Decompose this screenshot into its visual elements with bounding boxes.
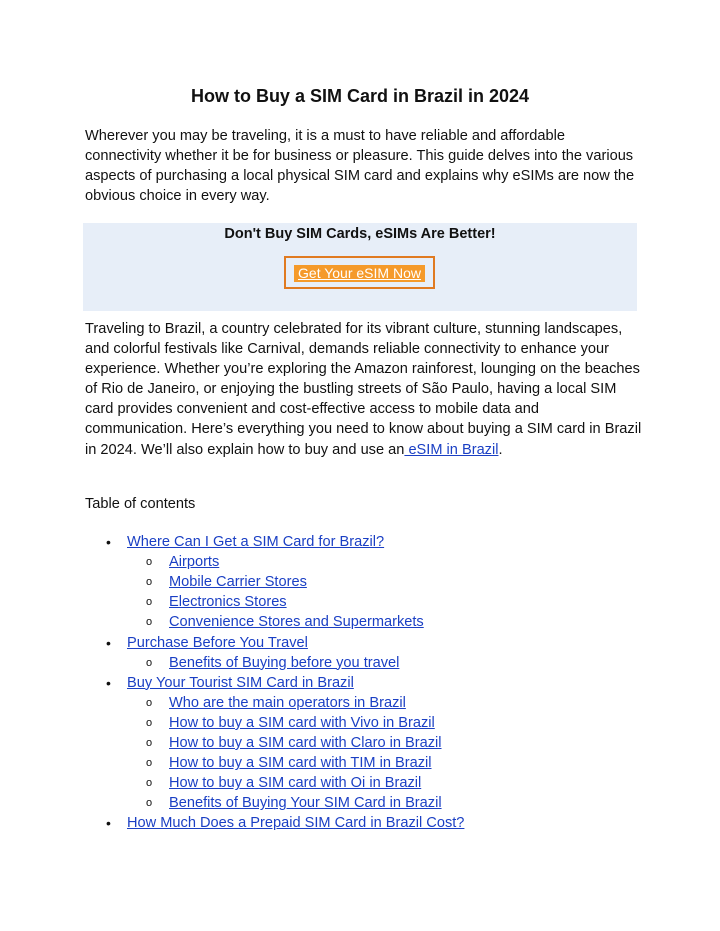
toc-link[interactable]: Purchase Before You Travel (127, 634, 308, 651)
toc-item (146, 552, 220, 572)
circle-bullet-icon: o (146, 757, 153, 770)
toc-title: Table of contents (85, 496, 196, 512)
cta-frame (284, 256, 435, 289)
circle-bullet-icon: o (146, 616, 153, 629)
esim-brazil-link[interactable]: eSIM in Brazil (404, 441, 499, 458)
circle-bullet-icon: o (146, 596, 153, 609)
toc-link[interactable]: How Much Does a Prepaid SIM Card in Brazil Cost? (127, 815, 465, 832)
circle-bullet-icon: o (146, 696, 153, 709)
toc-link[interactable]: How to buy a SIM card with Claro in Brazil (169, 735, 442, 751)
toc-link[interactable]: Mobile Carrier Stores (169, 574, 307, 591)
toc-link[interactable]: Benefits of Buying Your SIM Card in Brazil (169, 795, 442, 812)
toc-item (146, 572, 307, 592)
toc-link[interactable]: Buy Your Tourist SIM Card in Brazil (127, 674, 354, 691)
toc-item (146, 793, 442, 813)
toc-item (146, 653, 400, 673)
bullet-icon: • (106, 674, 111, 691)
body-paragraph (85, 319, 645, 460)
circle-bullet-icon: o (146, 556, 153, 569)
body-end: . (498, 441, 503, 458)
toc-item (106, 673, 354, 693)
toc-item (146, 592, 287, 612)
toc-item (146, 773, 422, 793)
circle-bullet-icon: o (146, 737, 153, 749)
esim-promo-banner (83, 223, 637, 311)
toc-link[interactable]: Airports (169, 554, 220, 571)
toc-link[interactable]: Convenience Stores and Supermarkets (169, 614, 424, 631)
toc-item (106, 633, 308, 653)
toc-link[interactable]: How to buy a SIM card with Oi in Brazil (169, 775, 422, 792)
toc-link[interactable]: Benefits of Buying before you travel (169, 654, 400, 671)
toc-link[interactable]: Where Can I Get a SIM Card for Brazil? (127, 534, 385, 550)
circle-bullet-icon: o (146, 716, 153, 729)
toc-item (106, 532, 385, 552)
body-text: Traveling to Brazil, a country celebrated for its vibrant culture, stunning landscapes, and colorful festivals like Carnival, demands reliable connectivity to enhance your experience. Whether you’re exploring the Amazon rainforest, lounging on the beaches of Rio de Janeiro, or enjoying the bustling streets of São Paulo, having a local SIM card provides convenient and cost-effective access to mobile data and communication. Here’s everything you need to know about buying a SIM card in Brazil in 2024. We’ll also explain how to buy and use an (85, 321, 642, 458)
bullet-icon: • (106, 634, 111, 651)
toc-item (146, 713, 435, 733)
toc-item (146, 753, 432, 773)
banner-title: Don't Buy SIM Cards, eSIMs Are Better! (224, 226, 496, 242)
toc-item (146, 693, 406, 713)
toc-item (146, 733, 442, 753)
toc-link[interactable]: Electronics Stores (169, 594, 287, 611)
bullet-icon: • (106, 815, 111, 832)
toc-link[interactable]: Who are the main operators in Brazil (169, 694, 406, 711)
get-esim-button[interactable]: Get Your eSIM Now (294, 265, 425, 282)
page-title: How to Buy a SIM Card in Brazil in 2024 (190, 86, 530, 106)
toc-link[interactable]: How to buy a SIM card with TIM in Brazil (169, 755, 432, 772)
circle-bullet-icon: o (146, 576, 153, 589)
circle-bullet-icon: o (146, 797, 153, 810)
toc-item (106, 813, 465, 833)
bullet-icon: • (106, 534, 111, 550)
circle-bullet-icon: o (146, 777, 153, 790)
intro-paragraph: Wherever you may be traveling, it is a must to have reliable and affordable connectivity whether it be for business or pleasure. This guide delves into the various aspects of purchasing a local physical SIM card and explains why eSIMs are now the obvious choice in every way. (85, 128, 635, 205)
toc-item (146, 612, 424, 632)
toc-link[interactable]: How to buy a SIM card with Vivo in Brazil (169, 714, 435, 731)
circle-bullet-icon: o (146, 656, 153, 669)
